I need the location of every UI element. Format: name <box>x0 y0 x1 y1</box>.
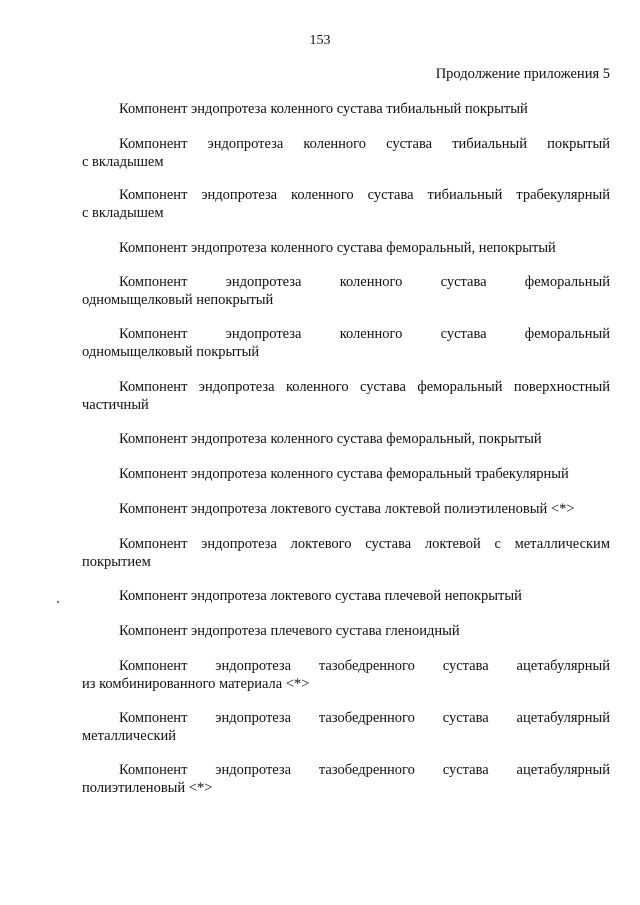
list-item <box>82 430 610 448</box>
list-item <box>82 587 610 605</box>
list-item-continuation: частичный <box>82 397 149 413</box>
list-item-continuation: полиэтиленовый <*> <box>82 780 213 796</box>
list-item-text: Компонент эндопротеза коленного сустава феморальный, непокрытый <box>119 240 556 256</box>
scan-speck <box>57 601 59 603</box>
list-item <box>82 100 610 118</box>
list-item-continuation: одномыщелковый покрытый <box>82 344 260 360</box>
list-item-text: Компонент эндопротеза коленного сустава феморальный, покрытый <box>119 431 542 447</box>
list-item <box>82 325 610 361</box>
list-item-continuation: с вкладышем <box>82 205 164 221</box>
list-item <box>82 709 610 745</box>
list-item <box>82 657 610 693</box>
list-item-text: Компонент эндопротеза коленного сустава феморальный <box>119 274 610 290</box>
list-item-text: Компонент эндопротеза тазобедренного сустава ацетабулярный <box>119 710 610 726</box>
list-item-text: Компонент эндопротеза локтевого сустава плечевой непокрытый <box>119 588 522 604</box>
list-item-text: Компонент эндопротеза плечевого сустава гленоидный <box>119 623 460 639</box>
list-item-text: Компонент эндопротеза коленного сустава феморальный поверхностный <box>119 379 610 395</box>
list-item-text: Компонент эндопротеза тазобедренного сустава ацетабулярный <box>119 658 610 674</box>
list-item-text: Компонент эндопротеза коленного сустава тибиальный покрытый <box>119 136 610 152</box>
list-item-continuation: покрытием <box>82 554 151 570</box>
list-item <box>82 500 610 518</box>
list-item-text: Компонент эндопротеза локтевого сустава локтевой с металлическим <box>119 536 610 552</box>
page-number: 153 <box>309 33 331 48</box>
list-item-text: Компонент эндопротеза локтевого сустава локтевой полиэтиленовый <*> <box>119 501 575 517</box>
list-item <box>82 378 610 414</box>
list-item <box>82 273 610 309</box>
list-item-text: Компонент эндопротеза коленного сустава феморальный <box>119 326 610 342</box>
list-item <box>82 622 610 640</box>
list-item-text: Компонент эндопротеза коленного сустава тибиальный трабекулярный <box>119 187 610 203</box>
list-item-text: Компонент эндопротеза коленного сустава тибиальный покрытый <box>119 101 528 117</box>
list-item <box>82 465 610 483</box>
appendix-note: Продолжение приложения 5 <box>435 66 610 82</box>
list-item <box>82 239 610 257</box>
list-item <box>82 761 610 797</box>
list-item <box>82 186 610 222</box>
list-item-continuation: металлический <box>82 728 177 744</box>
list-item-continuation: из комбинированного материала <*> <box>82 676 310 692</box>
list-item-continuation: с вкладышем <box>82 154 164 170</box>
list-item-continuation: одномыщелковый непокрытый <box>82 292 274 308</box>
list-item-text: Компонент эндопротеза коленного сустава феморальный трабекулярный <box>119 466 569 482</box>
list-item <box>82 135 610 171</box>
list-item <box>82 535 610 571</box>
list-item-text: Компонент эндопротеза тазобедренного сустава ацетабулярный <box>119 762 610 778</box>
